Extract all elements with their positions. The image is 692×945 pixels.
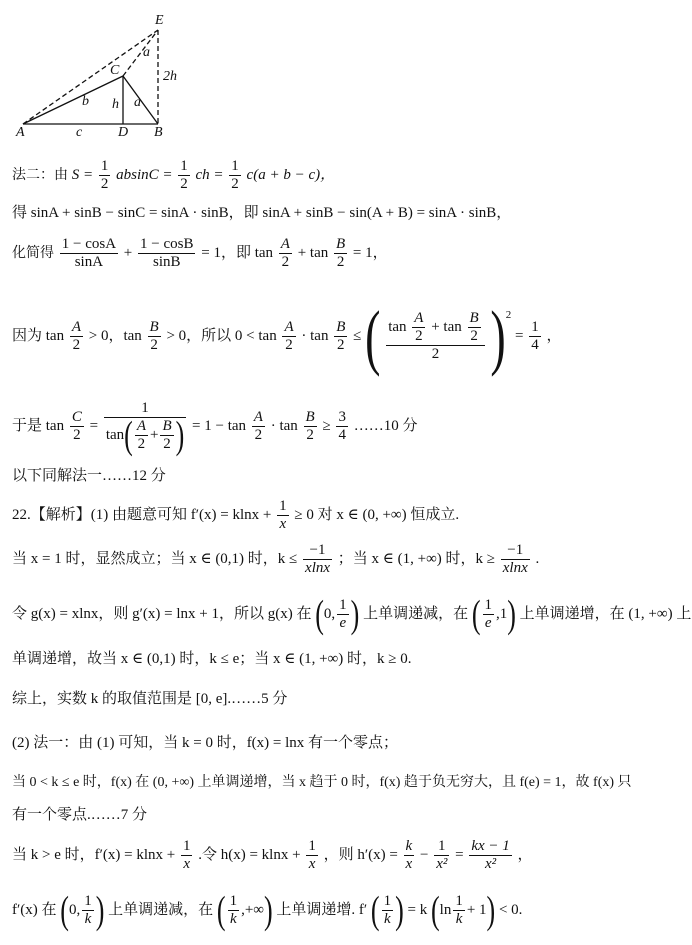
label-A: A bbox=[16, 125, 25, 138]
label-2h: 2h bbox=[163, 69, 177, 84]
fraction: $\frac{B}{2}$ bbox=[149, 319, 159, 354]
fraction: $\frac{1 - \cos B}{\sin B}$ bbox=[140, 236, 194, 270]
fraction: 1 tan( $\frac{A}{2}$ + $\frac{B}{2}$ ) bbox=[105, 400, 185, 457]
fraction: $\frac{B}{2}$ bbox=[336, 236, 346, 270]
line-tan-c bbox=[12, 400, 418, 457]
text: 令 g(x) = xlnx，则 g′(x) = lnx + 1，所以 g(x) 在 bbox=[12, 605, 312, 622]
fraction: $\frac{3}{4}$ bbox=[338, 409, 346, 443]
fraction: $\frac{1}{k}$ bbox=[84, 893, 92, 927]
label-E: E bbox=[155, 13, 164, 28]
text: (2) 法一：由 (1) 可知，当 k = 0 时，f(x) = lnx 有一个零点； bbox=[12, 735, 399, 751]
line-g-monotonic: 令 g(x) = xlnx，则 g′(x) = lnx + 1，所以 g(x) 在 (0, $\frac{1}{e}$ ) 上单调递减，在 ( $\frac{1}{e}$ ,1) 上单调递增，在 (1, +∞) 上 bbox=[12, 592, 692, 636]
label-B: B bbox=[154, 125, 163, 138]
text: 上单调递增. f′ bbox=[276, 901, 368, 918]
line-one-zero bbox=[12, 805, 147, 825]
fraction: tan $\frac{A}{2}$ + tan $\frac{B}{2}$ 2 bbox=[386, 310, 484, 363]
line-sine-identity bbox=[12, 203, 511, 223]
line-case-analysis bbox=[12, 542, 539, 577]
fraction: $\frac{-1}{xlnx}$ bbox=[502, 542, 528, 576]
label-C: C bbox=[110, 63, 120, 78]
text: = 1 − tan bbox=[192, 417, 247, 434]
text: = bbox=[89, 417, 102, 434]
text: = 1，即 tan bbox=[201, 244, 274, 261]
text: . bbox=[535, 550, 540, 567]
triangle-figure bbox=[10, 10, 190, 138]
text: 有一个零点.……7 分 bbox=[12, 807, 148, 823]
fraction: $\frac{kx - 1}{\text{x²}}$ bbox=[471, 838, 510, 872]
fraction: $\frac{1}{4}$ bbox=[531, 319, 539, 354]
text: f′(x) 在 bbox=[12, 901, 57, 918]
text: 上单调递减，在 bbox=[108, 901, 214, 918]
text: ≥ 0 对 x ∈ (0, +∞) 恒成立. bbox=[294, 506, 460, 523]
text: > 0，tan bbox=[88, 328, 142, 344]
text: = bbox=[455, 846, 464, 863]
label-b: b bbox=[82, 94, 89, 109]
text: 因为 tan bbox=[12, 328, 65, 344]
line-area-formula bbox=[12, 158, 335, 193]
line-k-range-conclusion bbox=[12, 689, 287, 709]
text: S = bbox=[71, 166, 97, 183]
text: 于是 tan bbox=[12, 417, 65, 434]
text: 当 0 < k ≤ e 时，f(x) 在 (0, +∞) 上单调递增，当 x 趋于 0 时，f(x) 趋于负无穷大，且 f(e) = 1，故 f(x) 只 bbox=[12, 775, 632, 790]
text: ， bbox=[517, 846, 533, 863]
text: ≥ bbox=[322, 417, 331, 434]
text: absinC = bbox=[116, 166, 177, 183]
fraction: $\frac{1}{2}$ bbox=[100, 158, 109, 192]
text: + tan bbox=[297, 244, 329, 261]
fraction: $\frac{-1}{xlnx}$ bbox=[305, 542, 331, 576]
line-k-range-cases bbox=[12, 649, 411, 669]
fraction: $\frac{1}{e}$ bbox=[339, 597, 347, 631]
fraction: $\frac{1}{2}$ bbox=[231, 158, 239, 192]
line-q22-part1 bbox=[12, 498, 459, 533]
label-h: h bbox=[112, 97, 119, 112]
fraction: $\frac{A}{2}$ bbox=[280, 236, 290, 270]
label-a-upper: a bbox=[143, 45, 150, 60]
fraction: $\frac{1 - \cos A}{\sin A}$ bbox=[61, 236, 117, 270]
label-c: c bbox=[76, 125, 83, 138]
text: = bbox=[515, 328, 528, 344]
text: .令 h(x) = klnx + bbox=[198, 846, 301, 863]
text: 法二：由 bbox=[12, 166, 68, 183]
text: > 0，所以 0 < tan bbox=[166, 328, 277, 344]
fraction: $\frac{1}{x}$ bbox=[308, 838, 316, 872]
fraction: $\frac{A}{2}$ bbox=[284, 319, 294, 354]
fraction: $\frac{1}{k}$ bbox=[455, 893, 463, 927]
fraction: $\frac{1}{k}$ bbox=[229, 893, 238, 927]
fraction: $\frac{1}{k}$ bbox=[383, 893, 392, 927]
text: 得 sinA + sinB − sinC = sinA · sinB，即 sinA + sinB − sin(A + B) = sinA · sinB， bbox=[12, 205, 512, 221]
label-a-lower: a bbox=[134, 95, 141, 110]
text: < 0. bbox=[498, 901, 523, 918]
fraction: $\frac{B}{2}$ bbox=[336, 319, 346, 354]
text: 上单调递减，在 bbox=[363, 605, 469, 622]
text: ≤ bbox=[353, 328, 362, 344]
text: 当 x = 1 时，显然成立；当 x ∈ (0,1) 时，k ≤ bbox=[12, 550, 298, 567]
line-fprime-monotonic: f′(x) 在 (0, $\frac{1}{k}$ ) 上单调递减，在 ( $\frac{1}{k}$ ,+∞) 上单调递增. f′ ( $\frac{1}{k}$ ) = k (ln $\frac{1}{k}$ + 1) < 0. bbox=[12, 888, 523, 932]
text: 当 k > e 时，f′(x) = klnx + bbox=[12, 846, 176, 863]
line-inequality: 因为 tan $\frac{A}{2}$ > 0，tan $\frac{B}{2}$ > 0，所以 0 < tan $\frac{A}{2}$ · tan $\frac{B}{2}$ ≤ ( tan $\frac{A}{2}$ + tan $\frac{B}{2}$ 2 )$^2$ = $\frac{1}{4}$ ， bbox=[12, 294, 562, 377]
text: 化简得 bbox=[12, 244, 54, 261]
fraction: $\frac{B}{2}$ bbox=[305, 409, 315, 443]
text: · tan bbox=[301, 328, 329, 344]
text: − bbox=[419, 846, 429, 863]
fraction: $\frac{1}{x}$ bbox=[182, 838, 191, 872]
text: = 1， bbox=[352, 244, 388, 261]
fraction: $\frac{1}{e}$ bbox=[484, 597, 492, 631]
text: · tan bbox=[270, 417, 298, 434]
fraction: $\frac{1}{x}$ bbox=[279, 498, 287, 532]
fraction: $\frac{C}{2}$ bbox=[71, 409, 82, 443]
text: ；当 x ∈ (1, +∞) 时，k ≥ bbox=[337, 550, 496, 567]
text: 以下同解法一……12 分 bbox=[12, 468, 166, 484]
line-case-0-to-e bbox=[12, 773, 632, 793]
text: ……10 分 bbox=[353, 417, 418, 434]
text: ， bbox=[546, 328, 562, 344]
fraction: $\frac{1}{\text{x²}}$ bbox=[436, 838, 448, 872]
segment-AC bbox=[23, 76, 123, 124]
text: 上单调递增，在 (1, +∞) 上 bbox=[519, 605, 692, 622]
line-simplify: 化简得 $\frac{1 - \cos A}{\sin A}$ + $\frac{1 - \cos B}{\sin B}$ = 1，即 tan $\frac{A}{2}$ + tan $\frac{B}{2}$ = 1， bbox=[12, 236, 388, 270]
fraction: $\frac{A}{2}$ bbox=[71, 319, 81, 354]
fraction: $\frac{k}{x}$ bbox=[405, 838, 413, 872]
segment-CE bbox=[123, 30, 158, 76]
fraction: $\frac{1}{2}$ bbox=[180, 158, 188, 192]
text: 22.【解析】(1) 由题意可知 f′(x) = klnx + bbox=[12, 506, 272, 523]
text: 综上，实数 k 的取值范围是 [0, e].……5 分 bbox=[12, 691, 288, 707]
label-D: D bbox=[118, 125, 129, 138]
text: 单调递增，故当 x ∈ (0,1) 时，k ≤ e；当 x ∈ (1, +∞) 时，k ≥ 0. bbox=[12, 651, 412, 667]
fraction: $\frac{A}{2}$ bbox=[253, 409, 263, 443]
text: ch = bbox=[195, 166, 228, 183]
line-k-greater-e bbox=[12, 838, 533, 873]
text: c(a + b − c)， bbox=[246, 166, 336, 183]
line-part2-method1 bbox=[12, 733, 398, 753]
text: = k bbox=[407, 901, 428, 918]
line-same-as-method1 bbox=[12, 466, 166, 486]
text: ，则 h′(x) = bbox=[323, 846, 398, 863]
